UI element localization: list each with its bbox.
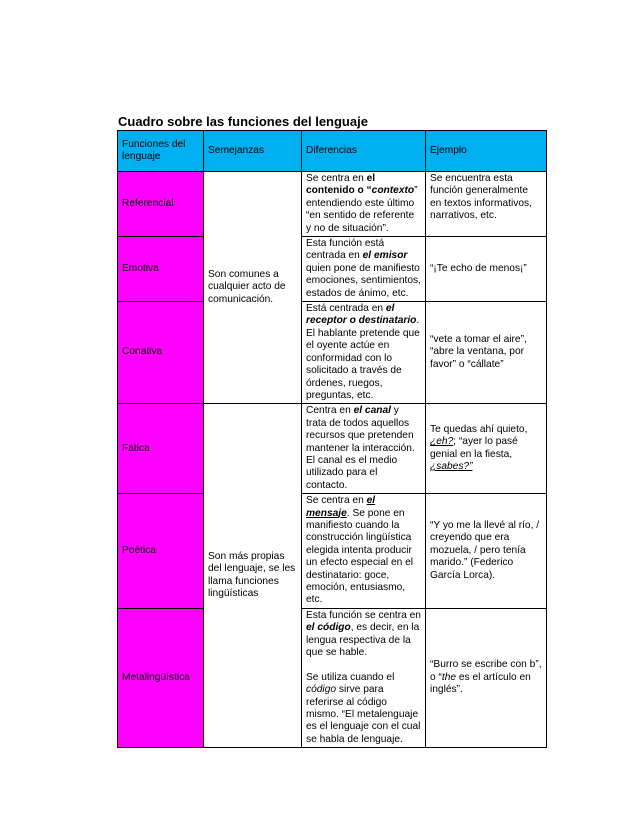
differences-cell xyxy=(302,494,426,609)
table-row xyxy=(118,608,547,747)
function-name: Conativa xyxy=(118,302,204,404)
emphasis: el canal xyxy=(353,405,391,417)
text: . El hablante pretende que el oyente actúe en conformidad con lo solicitado a través de órdenes, ruegos, preguntas, etc. xyxy=(306,315,420,401)
text: Centra en xyxy=(306,405,354,417)
function-name: Fática xyxy=(118,404,204,494)
header-functions: Funciones del lenguaje xyxy=(118,131,204,172)
emphasis: ¿sabes?” xyxy=(430,461,473,473)
text: , es decir, en la lengua respectiva de la que se hable. xyxy=(306,622,420,659)
differences-cell xyxy=(302,608,426,747)
header-example: Ejemplo xyxy=(426,131,547,172)
text: y trata de todos aquellos recursos que pretenden mantener la interacción. El canal es el medio utilizado para el contacto. xyxy=(306,405,415,491)
text: ” entendiendo este último “en sentido de referente y no de situación”. xyxy=(306,185,418,234)
text: Te quedas ahí quieto, xyxy=(430,423,528,435)
example-cell: “vete a tomar el aire”, “abre la ventana, por favor” o “cállate” xyxy=(426,302,547,404)
emphasis: contexto xyxy=(371,185,415,197)
example-cell: Se encuentra esta función generalmente en textos informativos, narrativos, etc. xyxy=(426,172,547,237)
emphasis: ¿eh? xyxy=(430,436,454,448)
page-title: Cuadro sobre las funciones del lenguaje xyxy=(118,114,368,129)
differences-cell xyxy=(302,404,426,494)
function-name: Referencial xyxy=(118,172,204,237)
example-cell: “Y yo me la llevé al río, / creyendo que era mozuela, / pero tenía marido.” (Federico García Lorca). xyxy=(426,494,547,609)
function-name: Poética xyxy=(118,494,204,609)
text: ; “ayer lo pasé genial en la fiesta, xyxy=(430,436,518,460)
text: Se utiliza cuando el xyxy=(306,671,395,683)
text: “Burro se escribe con b”, o “ xyxy=(430,659,542,683)
header-similarities: Semejanzas xyxy=(204,131,302,172)
differences-cell xyxy=(302,237,426,302)
example-cell: “¡Te echo de menos¡” xyxy=(426,237,547,302)
table-row xyxy=(118,404,547,494)
emphasis: el mensaje xyxy=(306,495,376,519)
emphasis: el código xyxy=(306,622,351,634)
text: Esta función se centra en xyxy=(306,609,421,621)
table-row xyxy=(118,302,547,404)
text: Se centra en xyxy=(306,173,367,184)
function-name: Emotiva xyxy=(118,237,204,302)
similarities-group-2: Son más propias del lenguaje, se les llama funciones lingüísticas xyxy=(204,404,302,748)
functions-table xyxy=(117,130,547,748)
example-cell xyxy=(426,404,547,494)
emphasis: the xyxy=(441,671,457,683)
table-header-row xyxy=(118,131,547,172)
emphasis: el emisor xyxy=(362,250,408,262)
text: quien pone de manifiesto emociones, sentimientos, estados de ánimo, etc. xyxy=(306,262,421,299)
text: Se centra en xyxy=(306,495,367,507)
function-name: Metalingüística xyxy=(118,608,204,747)
differences-cell xyxy=(302,302,426,404)
header-differences: Diferencias xyxy=(302,131,426,172)
text: Esta función está centrada en xyxy=(306,238,385,262)
similarities-group-1: Son comunes a cualquier acto de comunicación. xyxy=(204,172,302,404)
table-row xyxy=(118,237,547,302)
text: sirve para referirse al código mismo. “El metalenguaje es el lenguaje con el cual se habla de lenguaje. xyxy=(306,684,421,745)
example-cell xyxy=(426,608,547,747)
emphasis: código xyxy=(306,684,337,696)
text: es el artículo en inglés”. xyxy=(430,671,531,696)
text: Está centrada en xyxy=(306,303,386,315)
differences-cell xyxy=(302,172,426,237)
emphasis: el contenido o “ xyxy=(306,173,376,197)
text: . Se pone en manifiesto cuando la construcción lingüística elegida intenta producir un efecto especial en el destinatario: goce, emoción, entusiasmo, etc. xyxy=(306,507,414,606)
table-row xyxy=(118,494,547,609)
emphasis: el receptor o destinatario xyxy=(306,303,417,327)
table-row xyxy=(118,172,547,237)
